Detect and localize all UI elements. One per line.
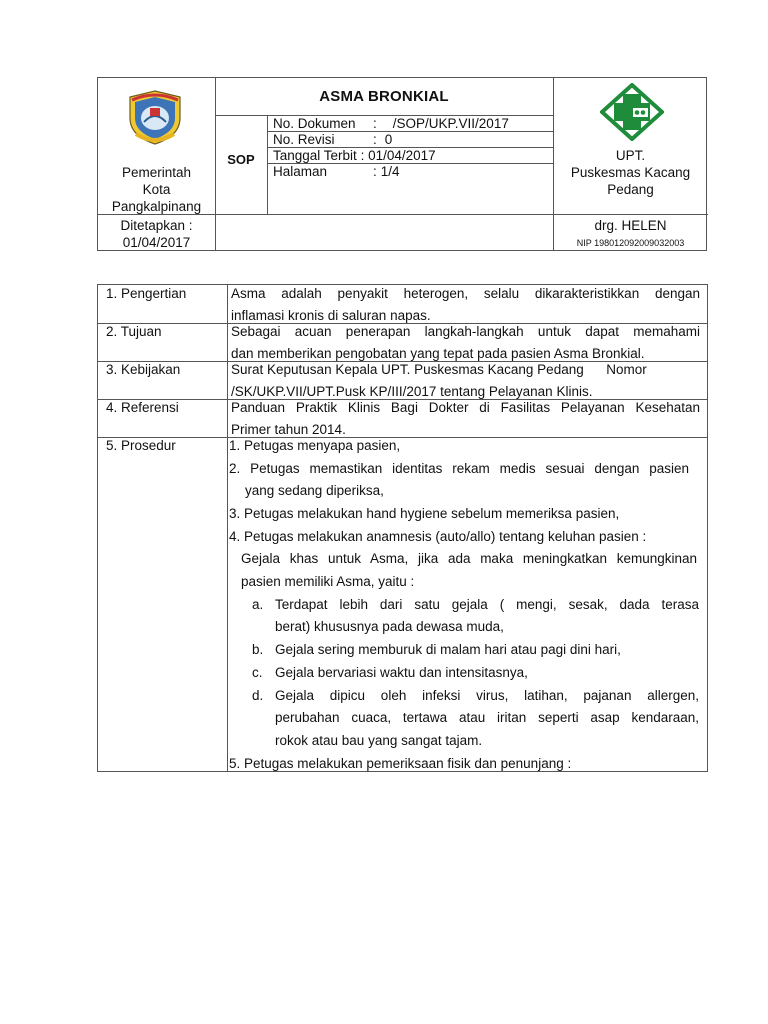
puskesmas-logo [600,83,664,141]
sub-item-a: Terdapat lebih dari satu gejala ( mengi, sesak, dada terasa [275,597,699,612]
section-label-prosedur: 5. Prosedur [106,438,176,453]
ditetapkan-label: Ditetapkan : [120,218,193,233]
prosedur-step-1: 1. Petugas menyapa pasien, [229,438,401,453]
right-org-name: UPT. Puskesmas Kacang Pedang [570,148,691,197]
section-content-referensi: Panduan Praktik Klinis Bagi Dokter di Fasilitas Pelayanan Kesehatan Primer tahun 2014. [231,400,700,437]
sop-header-table [97,77,707,251]
meta-tanggal-terbit: Tanggal Terbit : 01/04/2017 [273,148,436,163]
sub-item-d-cont-1: perubahan cuaca, tertawa atau iritan seperti asap kendaraan, [275,710,699,725]
sub-item-d: Gejala dipicu oleh infeksi virus, latihan, pajanan allergen, [275,688,699,703]
sub-item-a-marker: a. [252,597,264,612]
section-label-kebijakan: 3. Kebijakan [106,362,181,377]
meta-no-revisi: No. Revisi : 0 [273,132,393,147]
prosedur-step-5: 5. Petugas melakukan pemeriksaan fisik dan penunjang : [229,756,572,771]
left-org-name: Pemerintah Kota Pangkalpinang [111,165,202,214]
meta-halaman: Halaman : 1/4 [273,164,400,179]
section-content-kebijakan: Surat Keputusan Kepala UPT. Puskesmas Kacang Pedang Nomor /SK/UKP.VII/UPT.Pusk KP/III/2017 tentang Pelayanan Klinis. [231,362,647,399]
signer-name: drg. HELEN [594,218,667,233]
sub-item-b: Gejala sering memburuk di malam hari atau pagi dini hari, [275,642,621,657]
sop-label: SOP [227,152,255,167]
sop-content-table [97,284,708,772]
sub-item-b-marker: b. [252,642,264,657]
section-label-tujuan: 2. Tujuan [106,324,162,339]
prosedur-step-4-intro: Gejala khas untuk Asma, jika ada maka meningkatkan kemungkinan [241,551,697,566]
prosedur-step-3: 3. Petugas melakukan hand hygiene sebelum memeriksa pasien, [229,506,620,521]
ditetapkan-date: 01/04/2017 [122,235,191,250]
section-content-pengertian: Asma adalah penyakit heterogen, selalu dikarakteristikkan dengan inflamasi kronis di saluran napas. [231,286,700,323]
ditetapkan-block [98,217,215,251]
prosedur-step-4: 4. Petugas melakukan anamnesis (auto/allo) tentang keluhan pasien : [229,529,647,544]
sub-item-d-marker: d. [252,688,264,703]
document-title: ASMA BRONKIAL [319,88,449,105]
sub-item-a-cont: berat) khususnya pada dewasa muda, [275,619,504,634]
section-content-tujuan: Sebagai acuan penerapan langkah-langkah untuk dapat memahami dan memberikan pengobatan yang tepat pada pasien Asma Bronkial. [231,324,700,361]
section-label-pengertian: 1. Pengertian [106,286,187,301]
city-emblem-logo [124,88,186,146]
section-label-referensi: 4. Referensi [106,400,179,415]
sub-item-c-marker: c. [252,665,263,680]
prosedur-step-2: 2. Petugas memastikan identitas rekam medis sesuai dengan pasien [229,461,689,476]
signer-nip: NIP 198012092009032003 [576,238,685,248]
sub-item-d-cont-2: rokok atau bau yang sangat tajam. [275,733,483,748]
prosedur-step-2-cont: yang sedang diperiksa, [245,483,384,498]
sub-item-c: Gejala bervariasi waktu dan intensitasnya, [275,665,528,680]
meta-no-dokumen: No. Dokumen : /SOP/UKP.VII/2017 [273,116,509,131]
prosedur-step-4-intro-cont: pasien memiliki Asma, yaitu : [241,574,415,589]
